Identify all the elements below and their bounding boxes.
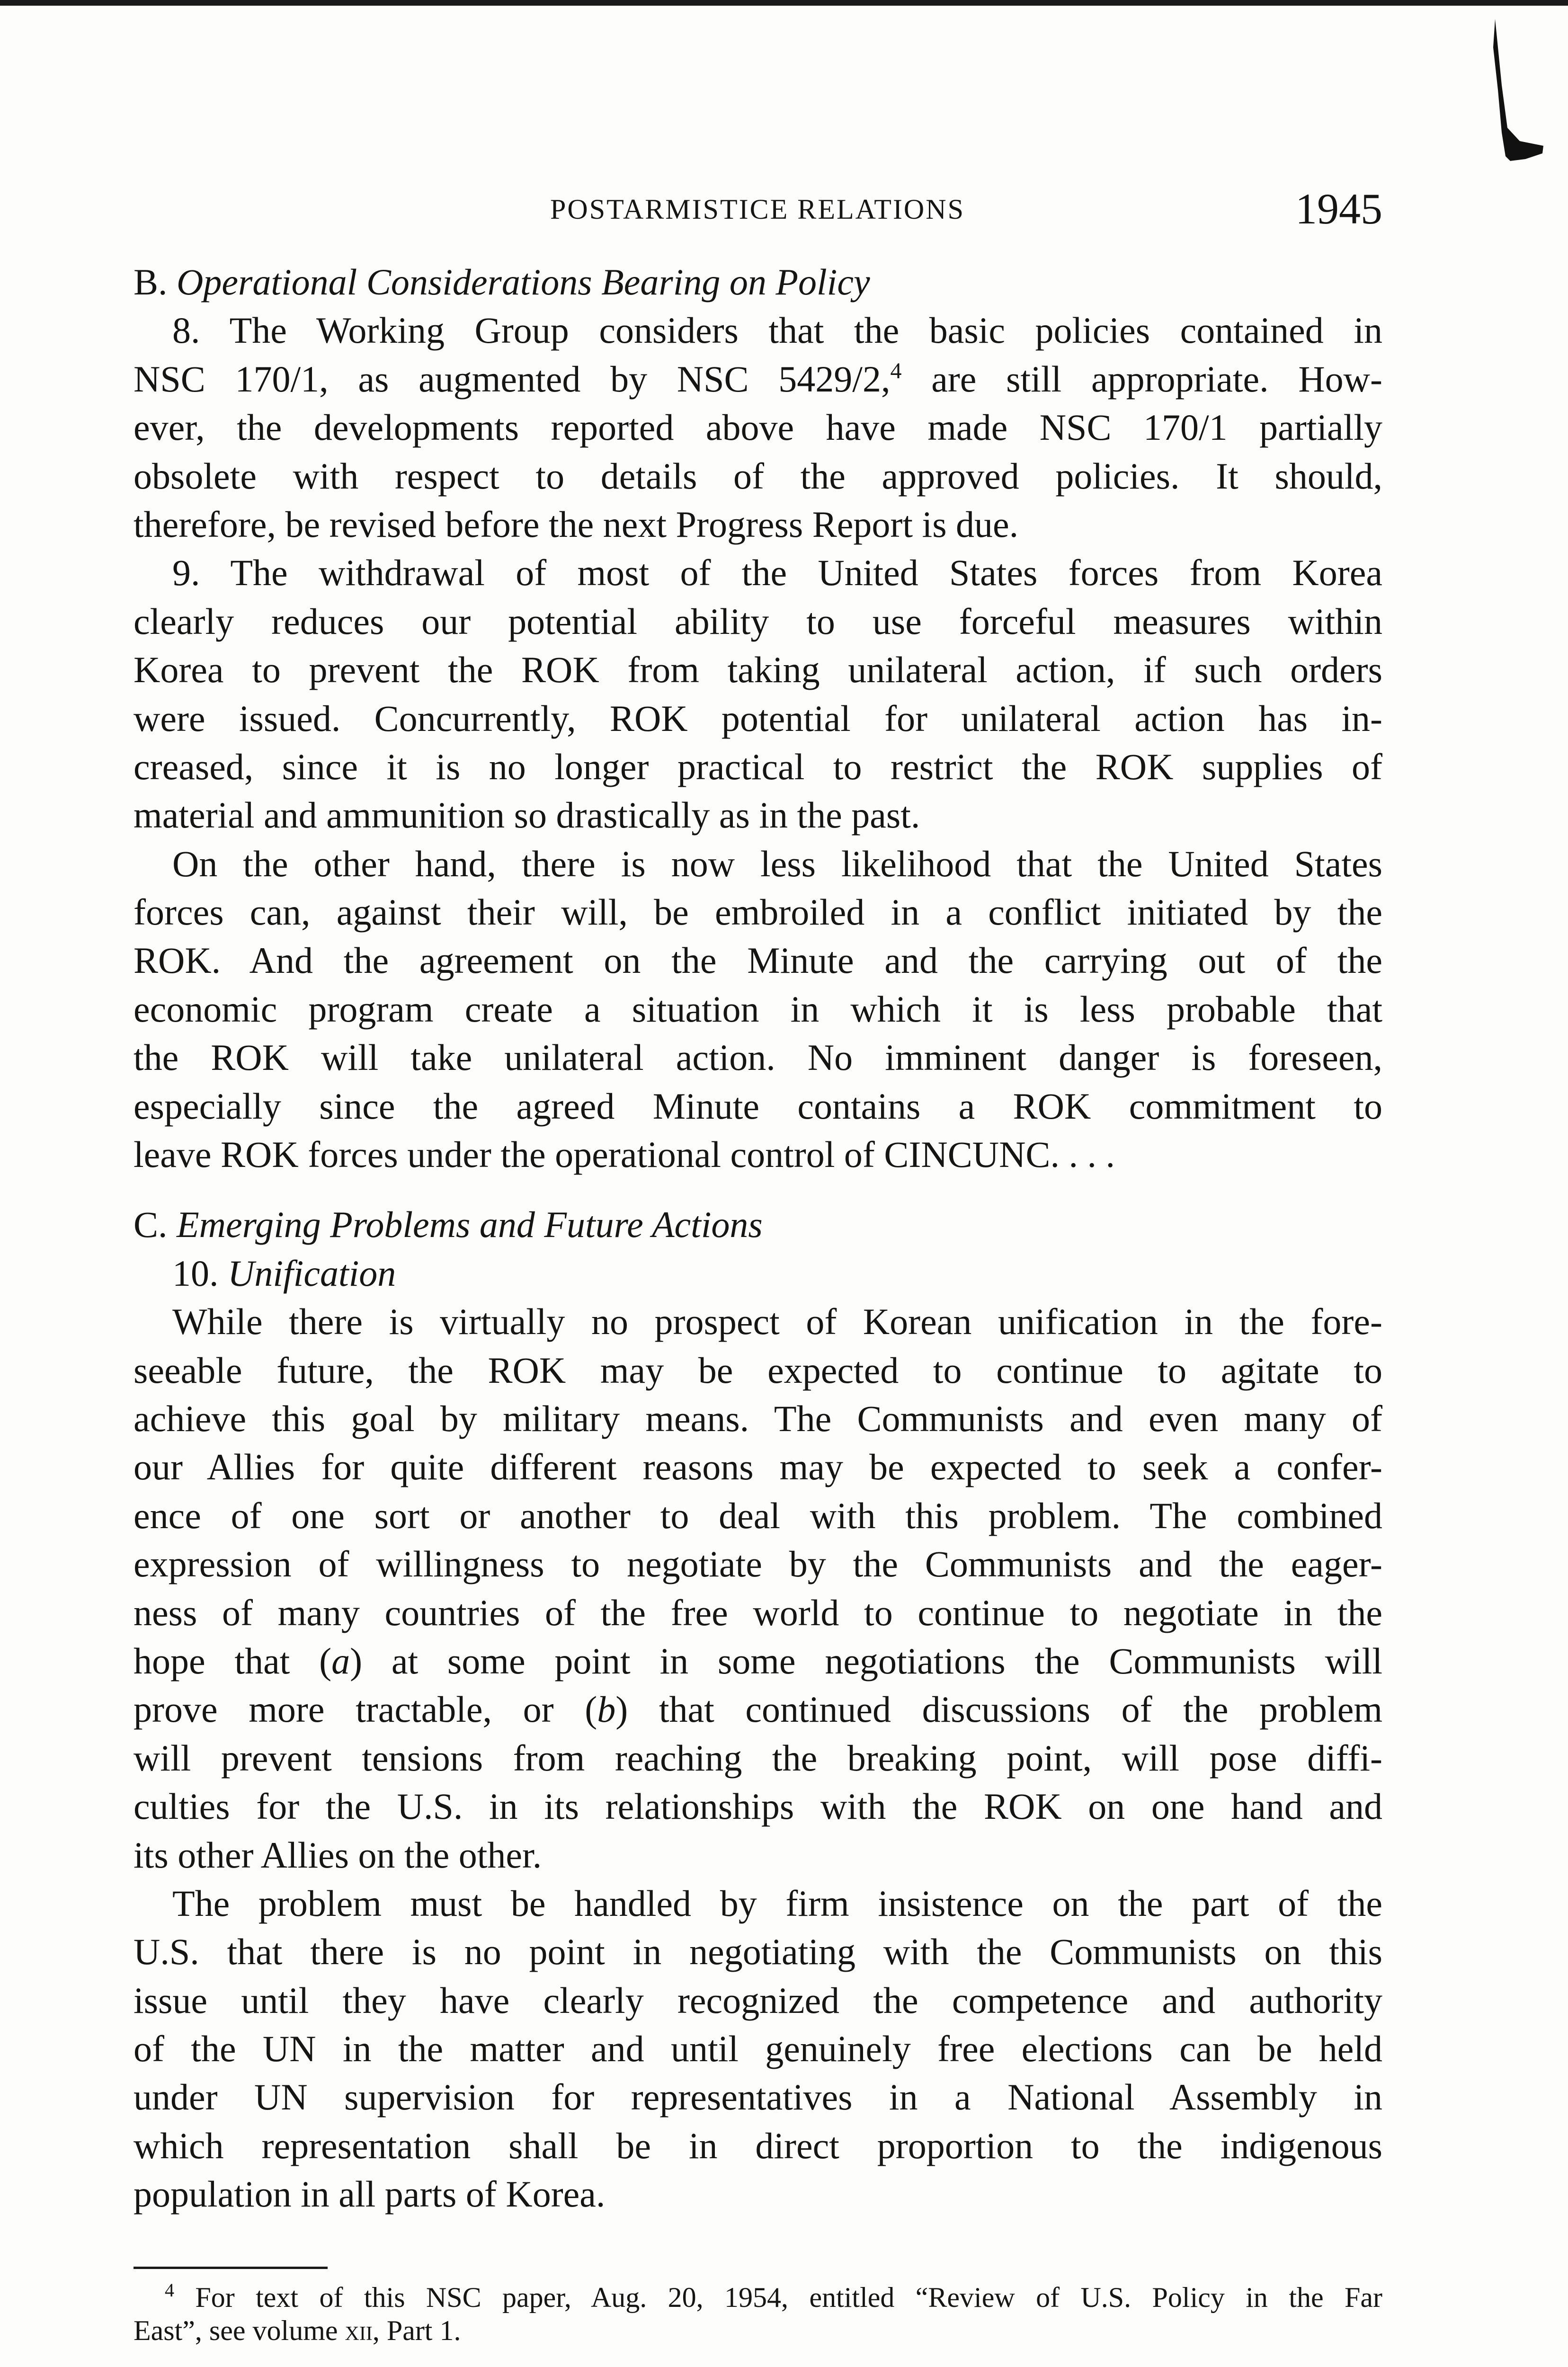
section-c-title: Emerging Problems and Future Actions — [177, 1204, 763, 1246]
paragraph-9: 9. The withdrawal of most of the United States forces from Korea clearly reduces our potential ability to use forceful measures within Korea to prevent the ROK from taking unilateral action, if such orders were issued. Concurrently, ROK potential for unilateral action has in- creased, since it is no longer practical to restrict the ROK supplies of material and ammunition so drastically as in the past. — [134, 552, 1382, 836]
paragraph-other-hand: On the other hand, there is now less likelihood that the United States forces can, against their will, be embroiled in a conflict initiated by the ROK. And the agreement on the Minute and the carrying out of the economic program create a situation in which it is less probable that the ROK will take unilateral action. No imminent danger is foreseen, especially since the agreed Minute contains a ROK commitment to leave ROK forces under the operational control of CINCUNC. . . . — [134, 843, 1382, 1175]
page-number: 1945 — [1295, 185, 1382, 233]
footnote-marker: 4 — [165, 2281, 174, 2301]
body-text — [134, 258, 1382, 2219]
item-10-title: Unification — [228, 1252, 396, 1294]
item-10-heading: 10. Unification — [172, 1252, 396, 1294]
section-b-title: Operational Considerations Bearing on Policy — [177, 261, 870, 303]
section-b-heading: B. Operational Considerations Bearing on Policy — [134, 261, 870, 303]
running-head — [133, 184, 1382, 236]
running-head-title: POSTARMISTICE RELATIONS — [550, 194, 965, 225]
volume-number: xii — [345, 2315, 373, 2346]
scan-corner-mark — [1491, 19, 1548, 170]
paragraph-unification: While there is virtually no prospect of Korean unification in the fore- seeable future, the ROK may be expected to continue to agitate to achieve this goal by military means. The Communists and even many of our Allies for quite different reasons may be expected to seek a confer- ence of one sort or another to deal with this problem. The combined expression of willingness to negotiate by the Communists and the eager- ness of many countries of the free world to continue to negotiate in the hope that (a) at some point in some negotiations the Communists will prove more tractable, or (b) that continued discussions of the problem will prevent tensions from reaching the breaking point, will pose diffi- culties for the U.S. in its relationships with the ROK on one hand and its other Allies on the other. — [134, 1301, 1382, 1876]
section-c-heading: C. Emerging Problems and Future Actions — [134, 1204, 763, 1246]
paragraph-problem: The problem must be handled by firm insistence on the part of the U.S. that there is no point in negotiating with the Communists on this issue until they have clearly recognized the competence and authority of the UN in the matter and until genuinely free elections can be held under UN supervision for representatives in a National Assembly in which representation shall be in direct proportion to the indigenous population in all parts of Korea. — [134, 1882, 1382, 2215]
footnote-reference-4: 4 — [890, 358, 902, 383]
footnote-rule — [134, 2267, 328, 2269]
paragraph-8: 8. The Working Group considers that the basic policies contained in NSC 170/1, as augmented by NSC 5429/2,$^4$ are still appropriate. How- ever, the developments reported above have made NSC 170/1 partially obsolete with respect to details of the approved policies. It should, therefore, be revised before the next Progress Report is due. — [134, 310, 1382, 545]
footnote-4: $^4$ For text of this NSC paper, Aug. 20, 1954, entitled “Review of U.S. Policy in the Far East”, see volume xii, Part 1. — [134, 2281, 1382, 2347]
scan-top-edge — [0, 0, 1568, 6]
